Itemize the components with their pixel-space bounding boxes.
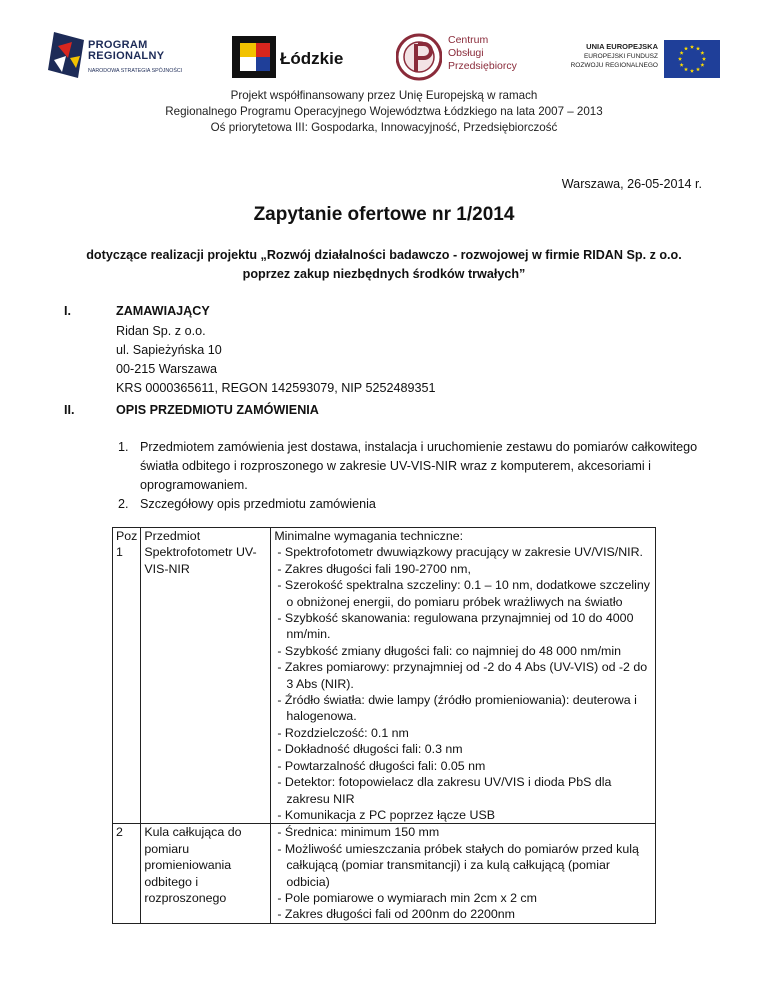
- cop-emblem-icon: [396, 32, 442, 82]
- requirement-item: - Pole pomiarowe o wymiarach min 2cm x 2 cm: [277, 890, 537, 905]
- requirement-item: - Zakres długości fali od 200nm do 2200nm: [277, 907, 515, 922]
- row-2-poz: 2: [116, 825, 123, 840]
- table-row: [113, 528, 656, 824]
- cop-logo: [396, 30, 520, 86]
- section-1-heading: ZAMAWIAJĄCY: [116, 304, 210, 318]
- row-2-item: Kula całkująca do pomiaru promieniowania odbitego i rozproszonego: [144, 825, 242, 905]
- requirement-item: - Średnica: minimum 150 mm: [277, 825, 440, 840]
- requirement-item: - Powtarzalność długości fali: 0.05 nm: [277, 758, 486, 773]
- section-1-number: I.: [64, 304, 71, 318]
- project-info-line: Regionalnego Programu Operacyjnego Województwa Łódzkiego na lata 2007 – 2013: [165, 105, 603, 118]
- ordering-party-line: Ridan Sp. z o.o.: [116, 324, 206, 338]
- requirement-item: - Szybkość zmiany długości fali: co najmniej do 48 000 nm/min: [277, 643, 622, 658]
- header-poz: Poz: [116, 529, 138, 543]
- lodzkie-logo: [232, 36, 372, 78]
- ordering-party-details: [116, 322, 436, 398]
- program-regionalny-title: PROGRAM REGIONALNY: [88, 39, 165, 62]
- row-2-requirements: [274, 824, 652, 922]
- list-item: 1. Przedmiotem zamówienia jest dostawa, instalacja i uruchomienie zestawu do pomiarów całkowitego światła odbitego i rozproszonego w zakresie UV-VIS-NIR wraz z komputerem, akcesoriami i oprogramowaniem.: [118, 440, 698, 492]
- section-2-heading: OPIS PRZEDMIOTU ZAMÓWIENIA: [116, 403, 319, 417]
- table-cell: [113, 824, 141, 923]
- ordering-party-line: 00-215 Warszawa: [116, 362, 218, 376]
- table-row: [113, 824, 656, 923]
- table-cell: [141, 528, 271, 824]
- cop-wordmark: Centrum Obsługi Przedsiębiorcy: [448, 34, 517, 72]
- eu-logo: [546, 40, 716, 80]
- ordering-party-line: ul. Sapieżyńska 10: [116, 343, 222, 357]
- requirement-item: - Dokładność długości fali: 0.3 nm: [277, 742, 463, 757]
- requirement-item: - Komunikacja z PC poprzez łącze USB: [277, 807, 495, 822]
- order-description-list: [116, 438, 726, 514]
- program-regionalny-logo: [48, 32, 208, 82]
- requirement-item: - Możliwość umieszczania próbek stałych do pomiarów przed kulą całkującą (pomiar transmitancji) i za kulą całkującą (pomiar odbicia): [277, 841, 639, 889]
- project-info-line: Projekt współfinansowany przez Unię Europejską w ramach: [230, 89, 538, 102]
- lodzkie-wordmark: Łódzkie: [280, 49, 344, 68]
- header-requirements: Minimalne wymagania techniczne:: [274, 529, 464, 543]
- requirement-item: - Rozdzielczość: 0.1 nm: [277, 725, 409, 740]
- eu-flag-icon: [664, 40, 720, 78]
- requirement-item: - Szybkość skanowania: regulowana przynajmniej od 10 do 4000 nm/min.: [277, 611, 634, 642]
- row-1-poz: 1: [116, 545, 123, 560]
- table-cell: [141, 824, 271, 923]
- row-1-requirements: [274, 544, 652, 823]
- header-item: Przedmiot: [144, 529, 201, 543]
- table-cell: [113, 528, 141, 824]
- ordering-party-line: KRS 0000365611, REGON 142593079, NIP 5252489351: [116, 381, 436, 395]
- requirement-item: - Źródło światła: dwie lampy (źródło promieniowania): deuterowa i halogenowa.: [277, 693, 637, 724]
- requirement-item: - Zakres długości fali 190-2700 nm,: [277, 561, 471, 576]
- document-subject: dotyczące realizacji projektu „Rozwój działalności badawczo - rozwojowej w firmie RIDAN Sp. z o.o. poprzez zakup niezbędnych środków trwałych”: [86, 248, 682, 281]
- place-date: Warszawa, 26-05-2014 r.: [561, 177, 702, 191]
- specification-table: [112, 527, 656, 924]
- eu-wordmark: UNIA EUROPEJSKA EUROPEJSKI FUNDUSZ ROZWOJU REGIONALNEGO: [570, 42, 658, 69]
- project-info-line: Oś priorytetowa III: Gospodarka, Innowacyjność, Przedsiębiorczość: [210, 121, 558, 134]
- section-2-number: II.: [64, 403, 75, 417]
- table-cell: [271, 824, 656, 923]
- row-1-item: Spektrofotometr UV-VIS-NIR: [144, 545, 257, 576]
- logo-bar: [0, 26, 768, 88]
- requirement-item: - Zakres pomiarowy: przynajmniej od -2 do 4 Abs (UV-VIS) od -2 do 3 Abs (NIR).: [277, 660, 648, 691]
- requirement-item: - Spektrofotometr dwuwiązkowy pracujący w zakresie UV/VIS/NIR.: [277, 545, 644, 560]
- project-info: [0, 88, 768, 136]
- lodzkie-emblem-icon: [232, 36, 276, 78]
- table-cell: [271, 528, 656, 824]
- list-item: 2. Szczegółowy opis przedmiotu zamówienia: [118, 497, 376, 511]
- requirement-item: - Szerokość spektralna szczeliny: 0.1 – 10 nm, dodatkowe szczeliny o obniżonej energii, do pomiaru próbek wrażliwych na światło: [277, 578, 650, 609]
- program-regionalny-subtitle: NARODOWA STRATEGIA SPÓJNOŚCI: [88, 68, 183, 74]
- document-title: Zapytanie ofertowe nr 1/2014: [253, 204, 515, 225]
- requirement-item: - Detektor: fotopowielacz dla zakresu UV/VIS i dioda PbS dla zakresu NIR: [277, 775, 612, 806]
- program-regionalny-emblem-icon: [48, 32, 84, 78]
